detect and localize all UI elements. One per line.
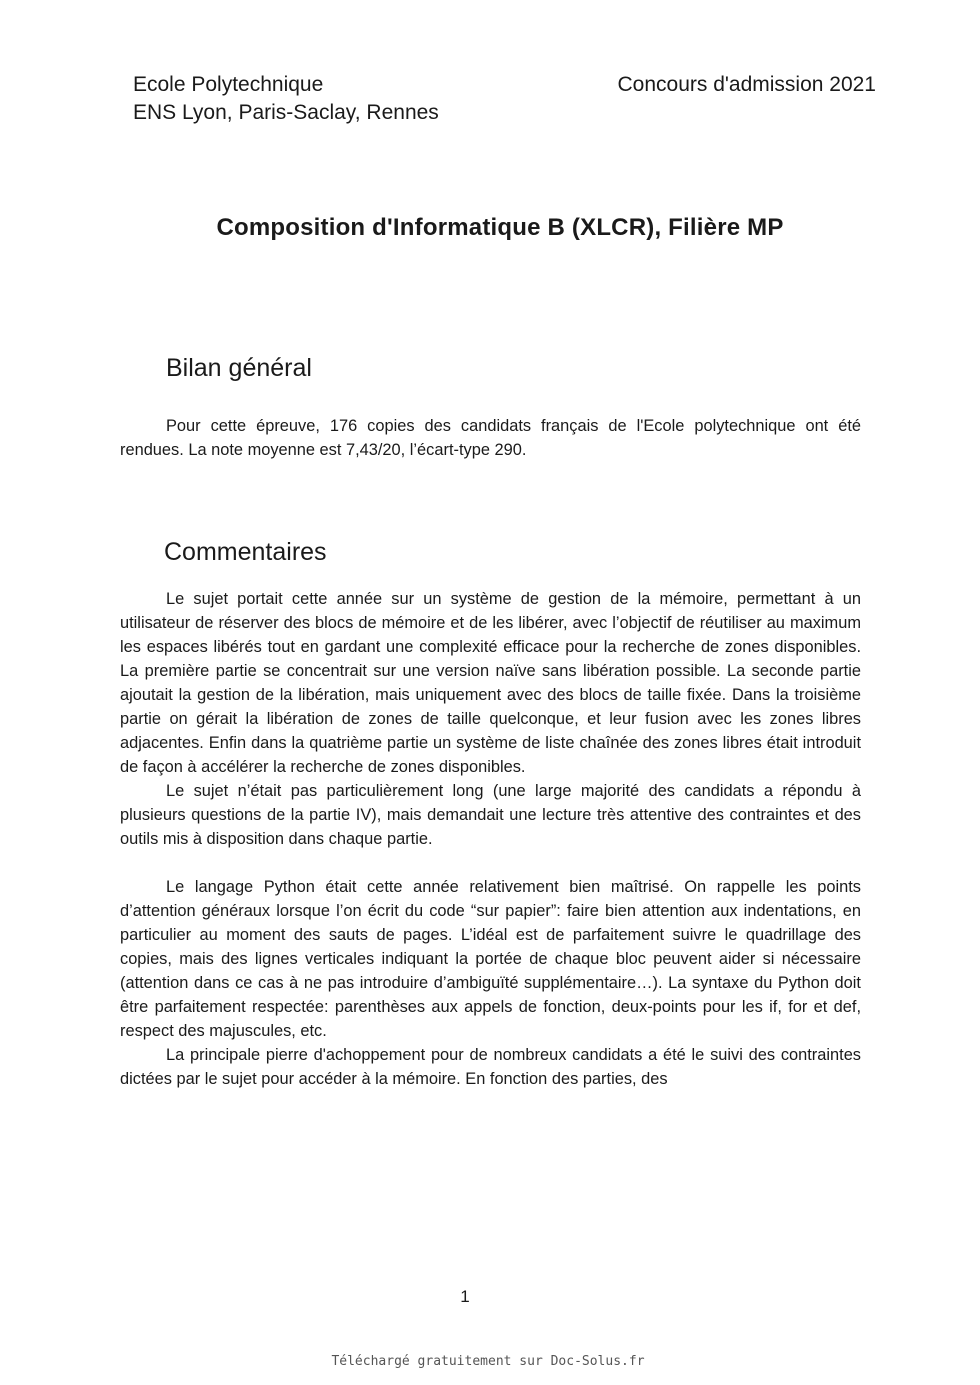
section-body-bilan [120,414,861,462]
paragraph: Le langage Python était cette année relativement bien maîtrisé. On rappelle les points d’attention généraux lorsque l’on écrit du code “sur papier”: faire bien attention aux indentations, en particulier au moment des sauts de pages. L’idéal est de parfaitement suivre le quadrillage des copies, mais des lignes verticales indiquant la portée de chaque bloc peuvent aider si nécessaire (attention dans ce cas à ne pas introduire d’ambiguïté supplémentaire…). La syntaxe du Python doit être parfaitement respectée: parenthèses aux appels de fonction, deux-points pour les if, for et def, respect des majuscules, etc. [120,878,861,1040]
document-title: Composition d'Informatique B (XLCR), Filière MP [216,214,784,241]
institution-line-2: ENS Lyon, Paris-Saclay, Rennes [133,101,439,124]
paragraph: Pour cette épreuve, 176 copies des candidats français de l'Ecole polytechnique ont été rendues. La note moyenne est 7,43/20, l’écart-type 290. [120,417,861,459]
paragraph: Le sujet portait cette année sur un système de gestion de la mémoire, permettant à un utilisateur de réserver des blocs de mémoire et de les libérer, avec l’objectif de réutiliser au maximum les espaces libérés tout en gardant une complexité efficace pour la recherche de zones disponibles. La première partie se concentrait sur une version naïve sans libération possible. La seconde partie ajoutait la gestion de la libération, mais uniquement avec des blocs de taille fixée. Dans la troisième partie on gérait la libération de zones de taille quelconque, et leur fusion avec les zones libres adjacentes. Enfin dans la quatrième partie un système de liste chaînée des zones libres était introduit de façon à accélérer la recherche de zones disponibles. [120,590,861,776]
section-body-commentaires [120,587,861,1091]
paragraph-gap [120,851,861,875]
page-number: 1 [460,1287,470,1306]
institution-line-1: Ecole Polytechnique [133,73,324,96]
header-exam: Concours d'admission 2021 [617,73,876,96]
paragraph: Le sujet n’était pas particulièrement long (une large majorité des candidats a répondu à plusieurs questions de la partie IV), mais demandait une lecture très attentive des contraintes et des outils mis à disposition dans chaque partie. [120,782,861,848]
section-title-bilan: Bilan général [166,354,312,382]
footer-watermark: Téléchargé gratuitement sur Doc-Solus.fr [331,1354,645,1369]
section-title-commentaires: Commentaires [164,538,327,566]
header-institution [133,71,439,127]
paragraph: La principale pierre d'achoppement pour de nombreux candidats a été le suivi des contraintes dictées par le sujet pour accéder à la mémoire. En fonction des parties, des [120,1046,861,1088]
